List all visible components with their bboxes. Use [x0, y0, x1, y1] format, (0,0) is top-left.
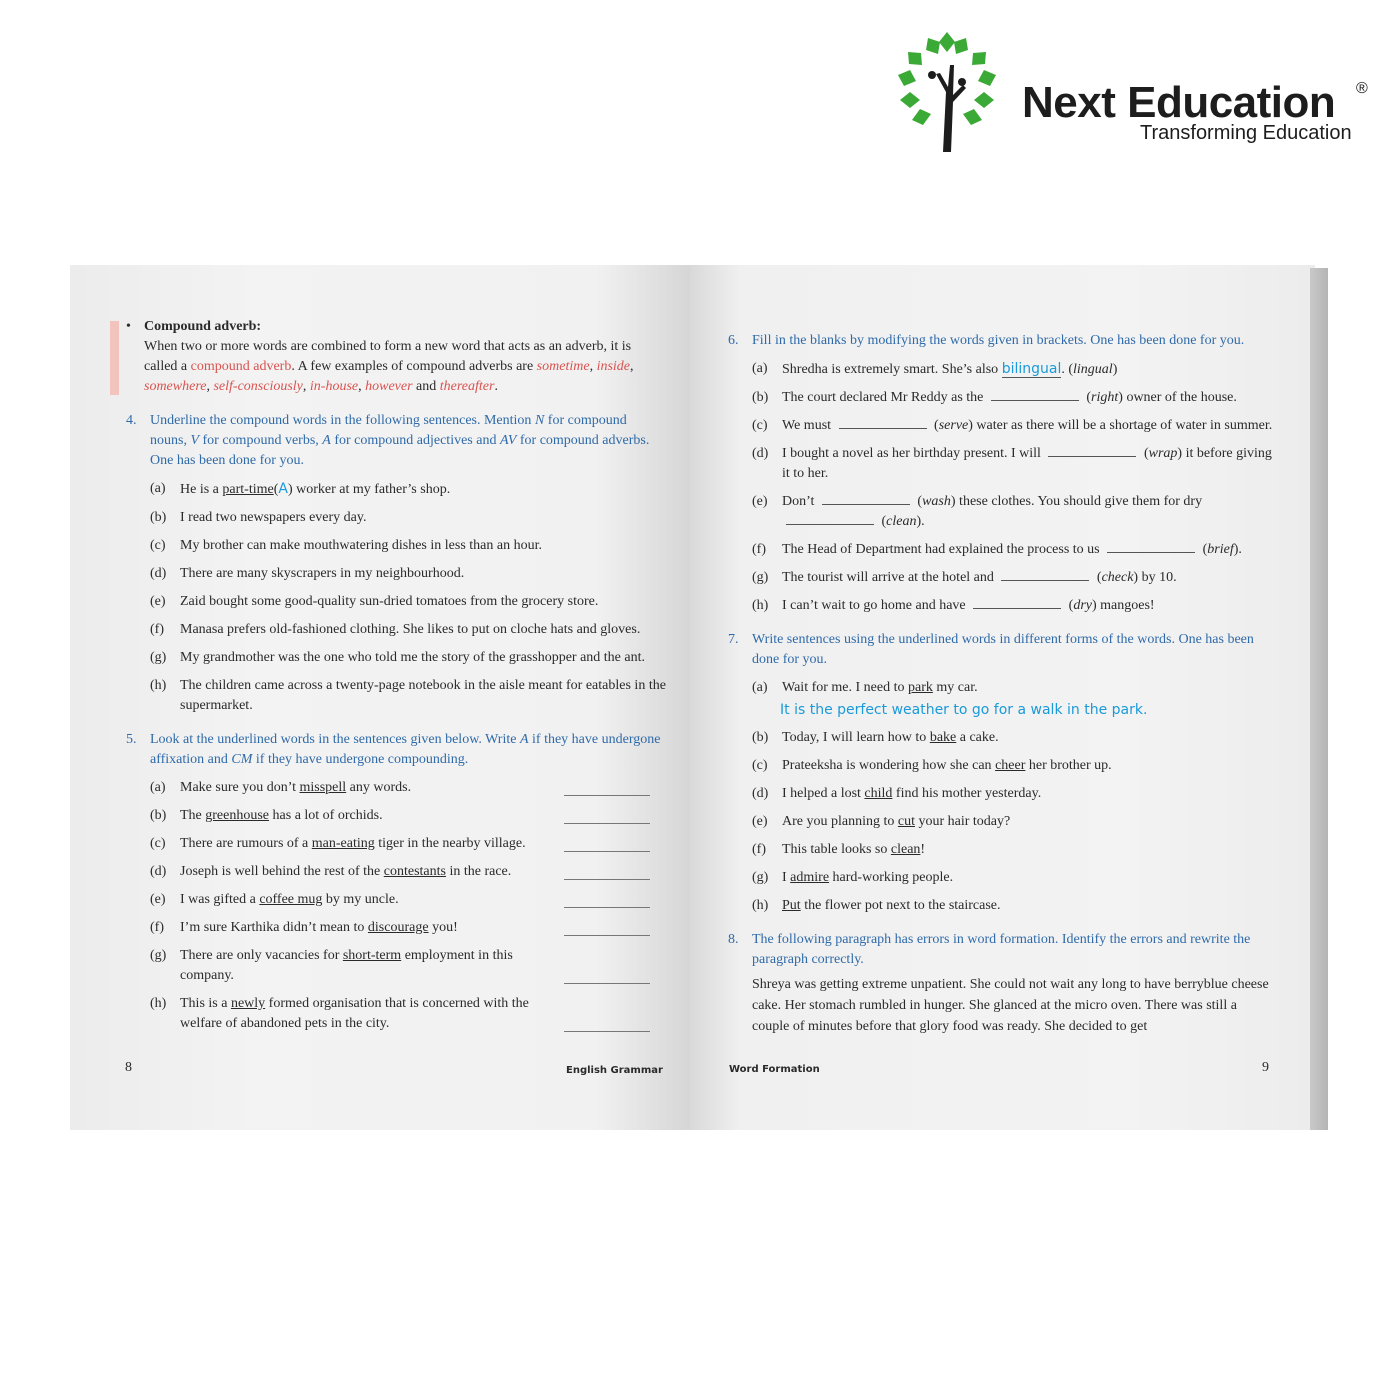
question-number: 6. [728, 333, 739, 348]
fill-in-blank [1107, 540, 1195, 553]
logo-name: Next Education [1022, 78, 1336, 127]
question-prompt [752, 930, 1273, 970]
item-label: (f) [150, 622, 164, 637]
underlined-word: bake [929, 730, 957, 745]
exercise-item [126, 778, 666, 798]
question-number: 5. [126, 732, 137, 747]
logo-tagline: Transforming Education [1140, 122, 1352, 144]
underlined-word: part-time [222, 482, 274, 497]
text-segment: Fill in the blanks by modifying the words given in brackets. One has been done for you. [752, 333, 1245, 348]
underlined-word: misspell [299, 780, 347, 795]
text-segment: ( [913, 494, 923, 509]
text-segment: A [322, 433, 331, 448]
item-text [782, 418, 1272, 433]
text-segment: right [1091, 390, 1119, 405]
text-segment: My brother can make mouthwatering dishes in less than an hour. [180, 538, 542, 553]
text-segment: Don’t [782, 494, 818, 509]
answer-line[interactable] [564, 935, 650, 936]
item-label: (e) [150, 892, 166, 907]
footer-title-left: English Grammar [566, 1065, 663, 1076]
text-segment: brief [1207, 542, 1234, 557]
item-label: (h) [150, 996, 167, 1011]
text-segment: ( [878, 514, 887, 529]
text-segment: Today, I will learn how to [782, 730, 930, 745]
handwritten-answer: A [278, 481, 288, 497]
text-segment: ). [916, 514, 925, 529]
text-segment: for compound adjectives and [330, 433, 500, 448]
text-segment: ( [1082, 390, 1092, 405]
text-segment: your hair today? [914, 814, 1011, 829]
text-segment: Underline the compound words in the following sentences. Mention [150, 413, 535, 428]
underlined-word: newly [230, 996, 266, 1011]
fill-in-blank [786, 512, 874, 525]
text-segment: There are only vacancies for [180, 948, 343, 963]
item-label: (e) [752, 814, 768, 829]
item-text [180, 946, 550, 986]
text-segment: wash [922, 494, 951, 509]
text-segment: somewhere [144, 379, 207, 394]
text-segment: ( [1065, 598, 1074, 613]
text-segment: He is a [180, 482, 223, 497]
item-text [180, 622, 640, 637]
question-prompt [150, 730, 666, 770]
item-label: (c) [752, 758, 768, 773]
text-segment: This is a [180, 996, 231, 1011]
item-label: (h) [150, 678, 167, 693]
next-education-logo [890, 30, 1380, 160]
underlined-word: child [864, 786, 893, 801]
text-segment: Shredha is extremely smart. She’s also [782, 362, 1002, 377]
item-label: (h) [752, 598, 769, 613]
question-7 [728, 630, 1273, 670]
question-number: 4. [126, 413, 137, 428]
item-label: (f) [752, 542, 766, 557]
question-number: 7. [728, 632, 739, 647]
question-number: 8. [728, 932, 739, 947]
exercise-item [728, 359, 1273, 380]
text-segment: a cake. [956, 730, 999, 745]
text-segment: serve [938, 418, 969, 433]
item-text [180, 510, 366, 525]
item-text [180, 538, 542, 553]
fill-in-blank [1048, 444, 1136, 457]
fill-in-blank [1001, 568, 1089, 581]
text-segment: ) water as there will be a shortage of water in summer. [968, 418, 1273, 433]
fill-in-blank [991, 388, 1079, 401]
answer-line[interactable] [564, 823, 650, 824]
text-segment: in the race. [445, 864, 512, 879]
text-segment: has a lot of orchids. [269, 808, 383, 823]
exercise-item [728, 678, 1273, 720]
text-segment: I read two newspapers every day. [180, 510, 367, 525]
question-prompt [752, 331, 1273, 351]
text-segment: There are many skyscrapers in my neighbourhood. [180, 566, 465, 581]
text-segment: Joseph is well behind the rest of the [180, 864, 384, 879]
fill-in-blank [822, 492, 910, 505]
compound-adverb-callout [126, 317, 666, 397]
item-label: (d) [752, 786, 769, 801]
callout-title: Compound adverb: [144, 319, 262, 334]
text-segment: for compound adverbs. One has been done for you. [150, 433, 650, 468]
item-text [782, 390, 1237, 405]
item-label: (b) [752, 390, 769, 405]
text-segment: I helped a lost [782, 786, 865, 801]
text-segment: Are you planning to [782, 814, 898, 829]
item-text [782, 814, 1010, 829]
item-label: (b) [150, 808, 167, 823]
text-segment: ) these clothes. You should give them for dry [950, 494, 1203, 509]
text-segment: ( [930, 418, 939, 433]
text-segment: The children came across a twenty-page notebook in the aisle meant for eatables in the supermarket. [180, 678, 666, 713]
text-segment: compound adverb [190, 359, 292, 374]
exercise-item [126, 620, 666, 640]
exercise-item [728, 416, 1273, 436]
underlined-word: discourage [367, 920, 429, 935]
item-text [180, 918, 550, 938]
item-label: (d) [150, 864, 167, 879]
item-text [180, 650, 645, 665]
exercise-item [728, 728, 1273, 748]
text-segment: wrap [1148, 446, 1178, 461]
item-label: (d) [150, 566, 167, 581]
text-segment: My grandmother was the one who told me the story of the grasshopper and the ant. [180, 650, 646, 665]
fill-in-blank [973, 596, 1061, 609]
text-segment: check [1101, 570, 1134, 585]
text-segment: , [589, 359, 597, 374]
right-page-content [728, 317, 1273, 1037]
exercise-item [126, 890, 666, 910]
text-segment: you! [428, 920, 458, 935]
text-segment: if they have undergone compounding. [252, 752, 469, 767]
exercise-item [728, 756, 1273, 776]
item-text [180, 594, 598, 609]
text-segment: ! [920, 842, 926, 857]
question-5 [126, 730, 666, 770]
exercise-item [126, 862, 666, 882]
item-text [782, 870, 953, 885]
text-segment: the flower pot next to the staircase. [800, 898, 1001, 913]
text-segment: Make sure you don’t [180, 780, 300, 795]
exercise-item [126, 994, 666, 1034]
text-segment: This table looks so [782, 842, 891, 857]
text-segment: self-consciously [213, 379, 303, 394]
exercise-item [126, 592, 666, 612]
text-segment: ( [1140, 446, 1149, 461]
exercise-item [126, 946, 666, 986]
tree-logo-icon [890, 30, 1010, 155]
text-segment: ( [1199, 542, 1208, 557]
text-segment: ( [1093, 570, 1102, 585]
question-prompt [150, 411, 666, 471]
item-label: (a) [752, 680, 768, 695]
item-label: (a) [150, 481, 166, 496]
exercise-item [126, 834, 666, 854]
question-prompt [752, 630, 1273, 670]
exercise-item [728, 812, 1273, 832]
text-segment: N [534, 413, 545, 428]
callout-bar [110, 321, 119, 395]
exercise-item [728, 840, 1273, 860]
registered-mark: ® [1356, 80, 1368, 97]
exercise-item [728, 540, 1273, 560]
text-segment: ). [1233, 542, 1242, 557]
text-segment: , [358, 379, 366, 394]
item-label: (g) [150, 948, 167, 963]
text-segment: . A few examples of compound adverbs are [291, 359, 537, 374]
text-segment: . ( [1061, 362, 1074, 377]
text-segment: ) worker at my father’s shop. [287, 482, 451, 497]
item-text [782, 842, 925, 857]
exercise-item [126, 508, 666, 528]
answer-line[interactable] [564, 983, 650, 984]
text-segment: V [190, 433, 200, 448]
item-text [782, 730, 999, 745]
item-label: (c) [752, 418, 768, 433]
text-segment: by my uncle. [322, 892, 399, 907]
exercise-paragraph: Shreya was getting extreme unpatient. She could not wait any long to have berryblue cheese cake. Her stomach rumbled in hunger. She glanced at the micro oven. There was still a couple of minutes before that glory food was ready. She decided to get [752, 977, 1269, 1034]
left-page-content [126, 317, 666, 1034]
item-label: (f) [150, 920, 164, 935]
item-text [782, 898, 1001, 913]
exercise-item [126, 564, 666, 584]
bullet-icon: • [126, 319, 131, 334]
text-segment: her brother up. [1025, 758, 1112, 773]
footer-title-right: Word Formation [729, 1064, 820, 1075]
text-segment: The following paragraph has errors in word formation. Identify the errors and rewrite the paragraph correctly. [752, 932, 1251, 967]
text-segment: . [494, 379, 498, 394]
underlined-word: short-term [342, 948, 402, 963]
fill-in-blank [839, 416, 927, 429]
item-label: (e) [150, 594, 166, 609]
text-segment: clean [886, 514, 917, 529]
text-segment: I bought a novel as her birthday present. I will [782, 446, 1045, 461]
item-label: (e) [752, 494, 768, 509]
text-segment: for compound verbs, [199, 433, 323, 448]
item-text [180, 834, 550, 854]
item-text [782, 680, 978, 695]
right-page [690, 265, 1315, 1130]
text-segment: Write sentences using the underlined words in different forms of the words. One has been done for you. [752, 632, 1254, 667]
left-page [70, 265, 690, 1130]
underlined-word: park [908, 680, 933, 695]
exercise-item [728, 596, 1273, 616]
exercise-item [126, 479, 666, 500]
text-segment: When two or more words are combined to form a new word that acts as an adverb, it is called a [144, 339, 632, 374]
text-segment: formed organisation that is concerned with the welfare of abandoned pets in the city. [180, 996, 529, 1031]
text-segment: We must [782, 418, 835, 433]
exercise-item [126, 918, 666, 938]
exercise-item [728, 444, 1273, 484]
text-segment: I was gifted a [180, 892, 260, 907]
text-segment: I’m sure Karthika didn’t mean to [180, 920, 368, 935]
handwritten-answer: bilingual [1001, 361, 1062, 377]
answer-line[interactable] [564, 879, 650, 880]
underlined-word: Put [782, 898, 801, 913]
text-segment: sometime [536, 359, 590, 374]
item-text [180, 678, 666, 713]
text-segment: I can’t wait to go home and have [782, 598, 970, 613]
item-text [180, 778, 550, 798]
item-label: (b) [150, 510, 167, 525]
text-segment: any words. [346, 780, 412, 795]
exercise-item [728, 568, 1273, 588]
item-text [180, 890, 550, 910]
item-text [782, 542, 1242, 557]
text-segment: for compound nouns, [150, 413, 627, 448]
exercise-item [728, 784, 1273, 804]
text-segment: The court declared Mr Reddy as the [782, 390, 987, 405]
item-text [782, 598, 1155, 613]
text-segment: ) by 10. [1133, 570, 1177, 585]
item-text [782, 786, 1041, 801]
text-segment: Zaid bought some good-quality sun-dried tomatoes from the grocery store. [180, 594, 599, 609]
item-label: (g) [752, 570, 769, 585]
text-segment: Wait for me. I need to [782, 680, 908, 695]
item-label: (g) [150, 650, 167, 665]
text-segment: The [180, 808, 206, 823]
text-segment: dry [1073, 598, 1092, 613]
question-6 [728, 331, 1273, 351]
text-segment: lingual [1073, 362, 1113, 377]
item-text [180, 862, 550, 882]
text-segment: tiger in the nearby village. [374, 836, 526, 851]
text-segment: ) [1112, 362, 1118, 377]
item-text [782, 446, 1272, 481]
text-segment: , [206, 379, 214, 394]
text-segment: find his mother yesterday. [892, 786, 1042, 801]
text-segment: employment in this company. [180, 948, 513, 983]
text-segment: ) mangoes! [1091, 598, 1155, 613]
text-segment: A [519, 732, 529, 747]
item-text [180, 806, 550, 826]
text-segment: in-house [309, 379, 359, 394]
item-label: (c) [150, 836, 166, 851]
exercise-item [728, 388, 1273, 408]
answer-line[interactable] [564, 1031, 650, 1032]
exercise-item [728, 868, 1273, 888]
answer-line[interactable] [564, 851, 650, 852]
answer-line[interactable] [564, 795, 650, 796]
text-segment: thereafter [439, 379, 495, 394]
handwritten-answer-sentence: It is the perfect weather to go for a walk in the park. [780, 702, 1148, 718]
text-segment: I [782, 870, 791, 885]
exercise-item [126, 536, 666, 556]
text-segment: The tourist will arrive at the hotel and [782, 570, 998, 585]
item-label: (a) [752, 361, 768, 376]
text-segment: ) it before giving it to her. [782, 446, 1272, 481]
underlined-word: cut [897, 814, 915, 829]
item-label: (h) [752, 898, 769, 913]
item-text [782, 362, 1117, 377]
item-label: (f) [752, 842, 766, 857]
text-segment: Manasa prefers old-fashioned clothing. She likes to put on cloche hats and gloves. [180, 622, 641, 637]
item-text [180, 482, 450, 497]
item-text [180, 566, 464, 581]
page-edge [1310, 268, 1328, 1130]
exercise-item [126, 648, 666, 668]
item-text [782, 758, 1112, 773]
text-segment: if they have undergone affixation and [150, 732, 661, 767]
underlined-word: contestants [383, 864, 446, 879]
text-segment: my car. [932, 680, 978, 695]
exercise-item [126, 676, 666, 716]
callout-body [144, 337, 666, 397]
text-segment: hard-working people. [829, 870, 954, 885]
underlined-word: admire [790, 870, 830, 885]
text-segment: and [412, 379, 440, 394]
underlined-word: clean [890, 842, 921, 857]
item-text [782, 570, 1177, 585]
item-label: (b) [752, 730, 769, 745]
exercise-item [728, 896, 1273, 916]
exercise-item [728, 492, 1273, 532]
text-segment: The Head of Department had explained the process to us [782, 542, 1104, 557]
underlined-word: coffee mug [259, 892, 323, 907]
item-label: (g) [752, 870, 769, 885]
text-segment: CM [231, 752, 253, 767]
question-4 [126, 411, 666, 471]
text-segment: , [302, 379, 310, 394]
text-segment: ( [273, 482, 279, 497]
question-8 [728, 930, 1273, 970]
text-segment: however [365, 379, 413, 394]
text-segment: , [630, 359, 634, 374]
underlined-word: man-eating [311, 836, 375, 851]
answer-line[interactable] [564, 907, 650, 908]
item-label: (a) [150, 780, 166, 795]
text-segment: Look at the underlined words in the sentences given below. Write [150, 732, 520, 747]
item-text [782, 494, 1202, 529]
underlined-word: greenhouse [205, 808, 270, 823]
text-segment: inside [596, 359, 631, 374]
exercise-item [126, 806, 666, 826]
page-number-left: 8 [125, 1060, 132, 1075]
text-segment: Prateeksha is wondering how she can [782, 758, 996, 773]
item-label: (c) [150, 538, 166, 553]
item-label: (d) [752, 446, 769, 461]
text-segment: AV [499, 433, 517, 448]
text-segment: There are rumours of a [180, 836, 312, 851]
underlined-word: cheer [995, 758, 1026, 773]
page-number-right: 9 [1262, 1060, 1269, 1075]
item-text [180, 994, 550, 1034]
text-segment: ) owner of the house. [1118, 390, 1237, 405]
